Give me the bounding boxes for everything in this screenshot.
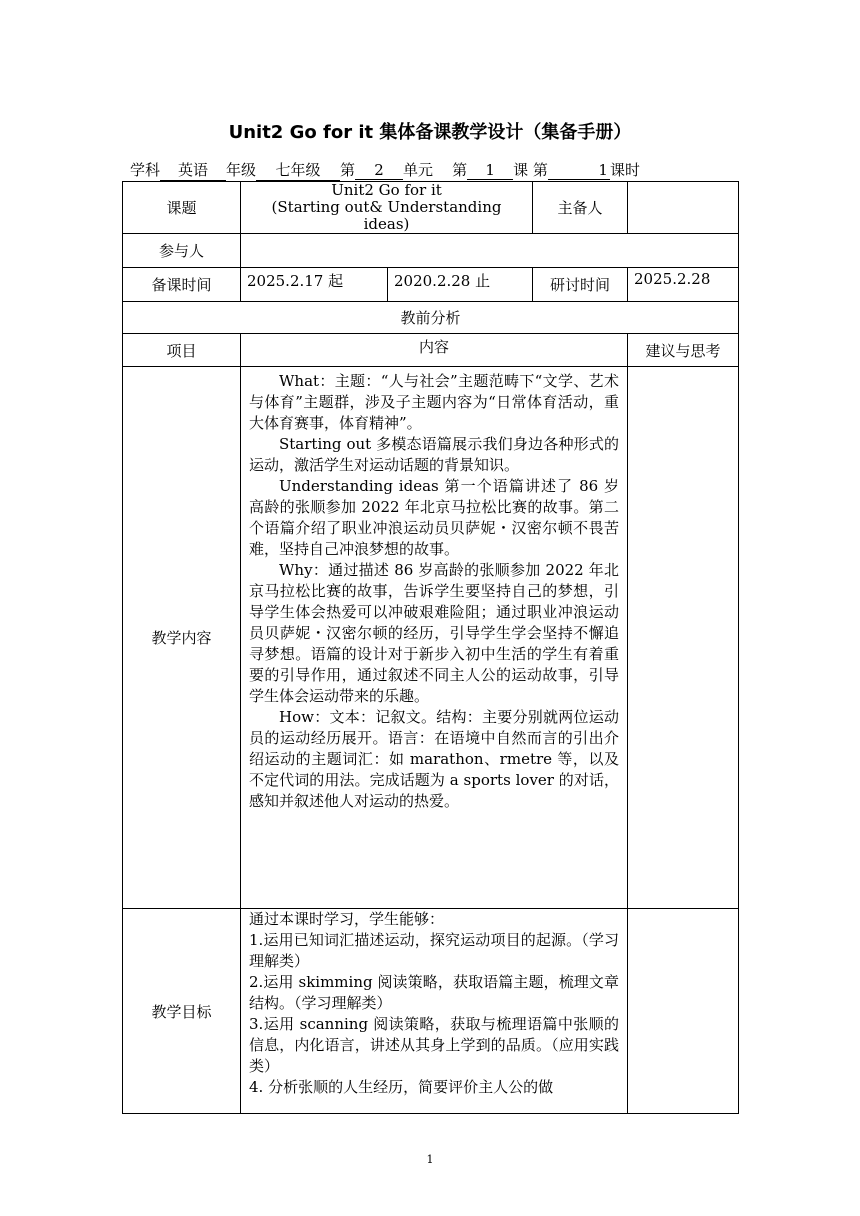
page-title: Unit2 Go for it 集体备课教学设计（集备手册） bbox=[228, 122, 632, 143]
period-number: 1 bbox=[548, 161, 610, 180]
objective-item: 3.运用 scanning 阅读策略，获取与梳理语篇中张顺的信息，内化语言，讲述从其身上学到的品质。（应用实践类） bbox=[249, 1015, 620, 1075]
content-paragraph-understanding: Understanding ideas 第一个语篇讲述了 86 岁高龄的张顺参加 2022 年北京马拉松比赛的故事。第二个语篇介绍了职业冲浪运动员贝萨妮・汉密尔顿不畏苦难，坚持自己冲浪梦想的故事。 bbox=[249, 477, 620, 558]
objective-item: 4. 分析张顺的人生经历，简要评价主人公的做 bbox=[249, 1078, 554, 1096]
lead-teacher-value bbox=[628, 182, 739, 234]
lead-teacher-label: 主备人 bbox=[533, 182, 628, 234]
teaching-objectives-cell bbox=[241, 909, 628, 1114]
content-paragraph-why: Why：通过描述 86 岁高龄的张顺参加 2022 年北京马拉松比赛的故事，告诉学生要坚持自己的梦想，引导学生体会热爱可以冲破艰难险阻；通过职业冲浪运动员贝萨妮・汉密尔顿的经历，引导学生学会坚持不懈追寻梦想。语篇的设计对于新步入初中生活的学生有着重要的引导作用，通过叙述不同主人公的运动故事，引导学生体会运动带来的乐趣。 bbox=[249, 561, 620, 705]
period-suffix: 课时 bbox=[609, 161, 640, 179]
lesson-plan-table bbox=[122, 181, 739, 1114]
content-suggestion-cell bbox=[628, 367, 739, 909]
lesson-prefix: 第 bbox=[452, 161, 468, 179]
prep-start-date: 2025.2.17 起 bbox=[241, 268, 388, 302]
topic-label: 课题 bbox=[123, 182, 241, 234]
lesson-number: 1 bbox=[467, 161, 513, 180]
column-header-suggestion: 建议与思考 bbox=[628, 334, 739, 367]
teaching-objectives-label: 教学目标 bbox=[123, 909, 241, 1114]
discussion-time-label: 研讨时间 bbox=[533, 268, 628, 302]
content-paragraph-how: How：文本：记叙文。结构：主要分别就两位运动员的运动经历展开。语言：在语境中自然而言的引出介绍运动的主题词汇：如 marathon、rmetre 等，以及不定代词的用法。完成话题为 a sports lover 的对话，感知并叙述他人对运动的热爱。 bbox=[249, 708, 620, 810]
column-header-item: 项目 bbox=[123, 334, 241, 367]
subject-value: 英语 bbox=[160, 159, 226, 181]
teaching-content-label: 教学内容 bbox=[123, 367, 241, 909]
topic-line-2: (Starting out& Understanding ideas) bbox=[271, 198, 502, 233]
prep-end-date: 2020.2.28 止 bbox=[388, 268, 533, 302]
lesson-suffix: 课 第 bbox=[513, 161, 548, 179]
teaching-content-cell bbox=[241, 367, 628, 909]
prep-time-label: 备课时间 bbox=[123, 268, 241, 302]
objective-intro: 通过本课时学习，学生能够： bbox=[249, 910, 445, 928]
unit-prefix: 第 bbox=[340, 161, 356, 179]
page-number: 1 bbox=[426, 1153, 434, 1166]
discussion-date: 2025.2.28 bbox=[628, 268, 739, 302]
participants-label: 参与人 bbox=[123, 234, 241, 268]
participants-value bbox=[241, 234, 739, 268]
objective-item: 1.运用已知词汇描述运动，探究运动项目的起源。（学习理解类） bbox=[249, 931, 620, 970]
grade-value: 七年级 bbox=[256, 159, 340, 181]
objective-item: 2.运用 skimming 阅读策略，获取语篇主题，梳理文章结构。（学习理解类） bbox=[249, 973, 620, 1012]
objectives-suggestion-cell bbox=[628, 909, 739, 1114]
topic-line-1: Unit2 Go for it bbox=[331, 181, 442, 199]
content-paragraph-starting-out: Starting out 多模态语篇展示我们身边各种形式的运动，激活学生对运动话题的背景知识。 bbox=[249, 435, 620, 474]
column-header-content: 内容 bbox=[241, 334, 628, 367]
unit-suffix: 单元 bbox=[403, 161, 434, 179]
subject-label: 学科 bbox=[130, 161, 161, 179]
content-paragraph-what: What：主题：“人与社会”主题范畴下“文学、艺术与体育”主题群，涉及子主题内容为“日常体育活动，重大体育赛事，体育精神”。 bbox=[249, 372, 620, 432]
grade-label: 年级 bbox=[226, 161, 257, 179]
lesson-meta-line bbox=[130, 159, 750, 181]
topic-value bbox=[241, 182, 533, 234]
unit-number: 2 bbox=[355, 161, 403, 180]
section-header: 教前分析 bbox=[123, 302, 739, 334]
